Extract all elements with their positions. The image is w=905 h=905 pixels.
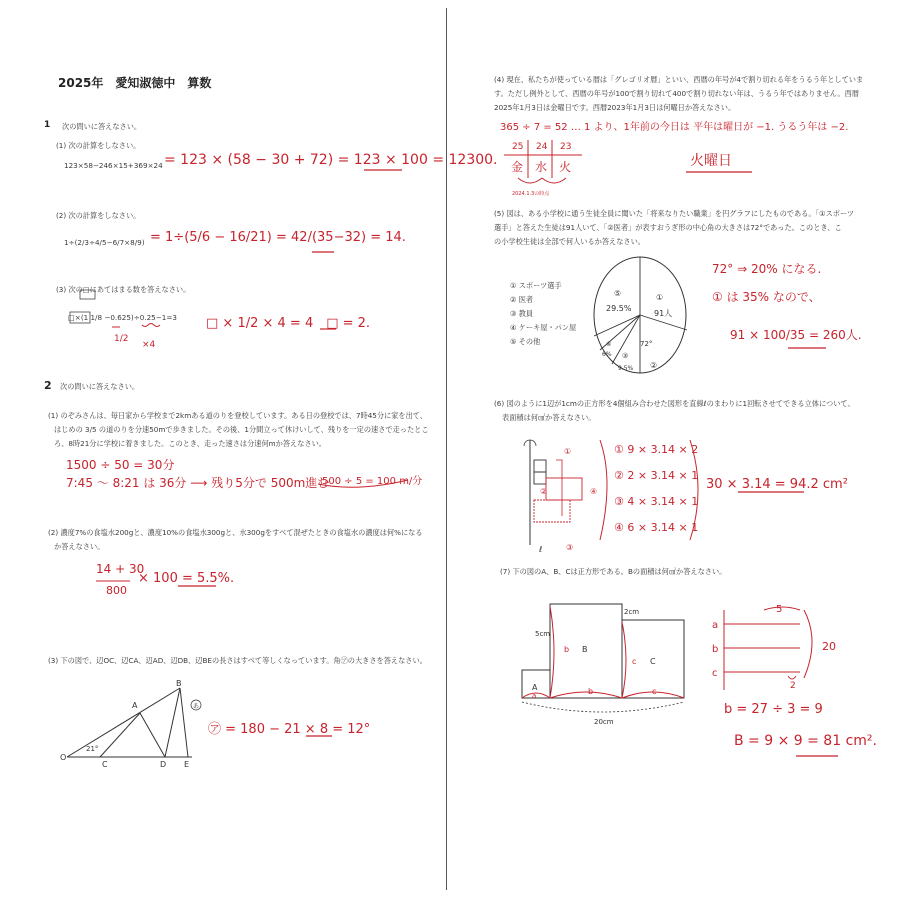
q5-pie-5-value: 29.5%: [606, 304, 632, 313]
section-1-number: 1: [44, 120, 51, 130]
q4-day-fri: 金: [511, 160, 524, 174]
q2-1-line3: ろ、8時21分に学校に着きました。このとき、走った速さは分速何mか答えなさい。: [54, 439, 326, 448]
q4-head-25: 25: [512, 142, 524, 152]
q5-pie-1: ①: [656, 293, 664, 302]
q1-2-label: (2) 次の計算をしなさい。: [56, 211, 141, 220]
q4-day-wed: 水: [535, 160, 548, 174]
q1-2-answer: = 1÷(5/6 − 16/21) = 42/(35−32) = 14.: [150, 230, 406, 245]
q7-work1: b = 27 ÷ 3 = 9: [724, 702, 823, 717]
q2-2-line2: か答えなさい。: [54, 542, 105, 551]
q1-3-blank-box: [70, 312, 90, 323]
q5-work3: 91 × 100/35 = 260人.: [730, 328, 862, 342]
q2-2-denominator: 800: [106, 584, 127, 597]
q2-3-label-d: D: [160, 760, 167, 769]
q1-2-expression: 1÷(2/3÷4/5−6/7×8/9): [64, 238, 145, 247]
q2-3-label-c: C: [102, 760, 108, 769]
q5-line1: (5) 図は、ある小学校に通う生徒全員に聞いた「将来なりたい職業」を円グラフにしたものである。「①スポーツ: [494, 209, 855, 218]
q4-answer: 火曜日: [690, 153, 732, 169]
q7-label-5cm: 5cm: [535, 630, 551, 638]
section-2-intro: 次の問いに答えなさい。: [60, 382, 140, 391]
q4-day-tue: 火: [559, 160, 572, 174]
q2-2-numerator: 14 + 30: [96, 562, 145, 576]
q1-1-label: (1) 次の計算をしなさい。: [56, 141, 141, 150]
q7-work2: B = 9 × 9 = 81 cm².: [734, 733, 877, 749]
q2-1-work3: 500 ÷ 5 = 100 m/分: [322, 476, 423, 487]
q6-item-2: ② 2 × 3.14 × 1: [614, 469, 699, 482]
q7-side-b: b: [712, 644, 719, 655]
q4-line3: 2025年1月3日は金曜日です。西暦2023年1月3日は何曜日か答えなさい。: [494, 103, 736, 112]
q2-1-underline: [318, 480, 408, 487]
q5-pie-2: ②: [650, 361, 658, 370]
q7-label-2cm: 2cm: [624, 608, 640, 616]
q5-line3: の小学校生徒は全部で何人いるか答えなさい。: [494, 237, 645, 246]
q7-red-b1: b: [564, 645, 570, 654]
q5-line2: 選手」と答えた生徒は91人いて、「②医者」が表すおうぎ形の中心角の大きさは72°であった。このとき、こ: [494, 223, 842, 232]
q1-1-expression: 123×58−246×15+369×24: [64, 161, 163, 170]
q1-3-squiggle: [142, 324, 160, 327]
q5-pie-1-value: 91人: [654, 309, 673, 318]
q6-circle-4: ④: [590, 487, 598, 496]
q4-line2: す。ただし例外として、西暦の年号が100で割り切れて400で割り切れない年は、うるう年ではありません。西暦: [494, 89, 859, 98]
q2-3-label-e: E: [184, 760, 190, 769]
q6-answer: 30 × 3.14 = 94.2 cm²: [706, 477, 848, 492]
q5-pie-3: ③: [622, 352, 629, 360]
q2-1-line2: はじめの 3/5 の道のりを分速50mで歩きました。その後、1分間立って休けいして、残りを一定の速さで走ったとこ: [54, 425, 429, 434]
q5-pie-5: ⑤: [614, 289, 622, 298]
q5-legend-3: ③ 教員: [510, 309, 534, 318]
q4-table-note: 2024.1.3の時点: [512, 191, 550, 197]
q4-head-24: 24: [536, 142, 548, 152]
q2-2-line1: (2) 濃度7%の食塩水200gと、濃度10%の食塩水300gと、水300gをすべて混ぜたときの食塩水の濃度は何%になる: [48, 528, 423, 537]
q5-legend-2: ② 医者: [510, 295, 534, 304]
q1-3-label-box: [80, 290, 95, 299]
q7-side-20: 20: [822, 640, 836, 653]
q2-3-label-o: O: [60, 753, 67, 762]
q7-label-b: B: [582, 645, 588, 654]
q5-work1: 72° ⇒ 20% になる.: [712, 262, 822, 276]
q7-red-a: a: [532, 692, 537, 700]
q6-item-4: ④ 6 × 3.14 × 1: [614, 521, 699, 534]
q1-3-label: (3) 次の□にあてはまる数を答えなさい。: [56, 285, 191, 294]
q5-pie-4-value: 6%: [602, 351, 612, 358]
q7-side-5: 5: [776, 604, 783, 615]
section-2-number: 2: [44, 379, 52, 392]
q7-label-a: A: [532, 683, 538, 692]
q2-1-work1: 1500 ÷ 50 = 30分: [66, 458, 175, 472]
q2-3-angle-label: 21°: [86, 745, 99, 753]
q1-1-answer: = 123 × (58 − 30 + 72) = 123 × 100 = 12300.: [164, 152, 498, 168]
q6-circle-2: ②: [540, 487, 548, 496]
q2-1-line1: (1) のぞみさんは、毎日家から学校まで2kmある道のりを登校しています。ある日の登校では、7時45分に家を出て、: [48, 411, 428, 420]
q6-item-1: ① 9 × 3.14 × 2: [614, 443, 699, 456]
q6-circle-3: ③: [566, 543, 574, 552]
q7-side-2: 2: [790, 681, 796, 691]
q5-pie-angle: 72°: [640, 340, 653, 348]
q7-red-c1: c: [632, 657, 637, 666]
q7-red-b2: b: [588, 687, 594, 696]
q1-3-note-half: 1/2: [114, 334, 129, 344]
q4-work: 365 ÷ 7 = 52 … 1 より、1年前の今日は 平年は曜日が −1. うるう年は −2.: [500, 122, 849, 133]
q7-side-c: c: [712, 668, 718, 679]
q2-1-work2: 7:45 〜 8:21 は 36分 ⟶ 残り5分で 500m進む: [66, 476, 330, 490]
q2-2-answer: × 100 = 5.5%.: [138, 571, 235, 586]
q2-3-label-b: B: [176, 679, 182, 688]
q4-day-table: [504, 140, 582, 183]
q5-pie-3-value: 9.5%: [618, 365, 634, 372]
q2-3-label-a: A: [132, 701, 138, 710]
q1-3-expression: □×(1 1/8 −0.625)÷0.25−1=3: [68, 313, 177, 322]
q4-line1: (4) 現在、私たちが使っている暦は「グレゴリオ暦」といい、西暦の年号が4で割り切れる年をうるう年としていま: [494, 75, 864, 84]
q7-red-c2: c: [652, 687, 657, 696]
q5-work2: ① は 35% なので、: [712, 290, 821, 304]
q7-line: (7) 下の図のA、B、Cは正方形である。Bの面積は何㎠か答えなさい。: [500, 567, 727, 576]
section-1-intro: 次の問いに答えなさい。: [62, 122, 142, 131]
q7-label-c: C: [650, 657, 656, 666]
q6-line2: 表面積は何㎠か答えなさい。: [502, 413, 596, 422]
q2-3-line: (3) 下の図で、辺OC、辺CA、辺AD、辺DB、辺BEの長さはすべて等しくなっています。角㋐の大きさを答えなさい。: [48, 656, 427, 665]
q7-bar-diagram: [724, 607, 812, 690]
q7-label-20cm: 20cm: [594, 718, 614, 726]
q7-side-a: a: [712, 620, 719, 631]
q5-pie-4: ④: [606, 341, 612, 348]
q1-3-note-times4: ×4: [142, 340, 156, 350]
q4-head-23: 23: [560, 142, 572, 152]
q6-item-3: ③ 4 × 3.14 × 1: [614, 495, 699, 508]
q6-line1: (6) 図のように1辺が1cmの正方形を4個組み合わせた図形を直線ℓのまわりに1回転させてできる立体について、: [494, 399, 855, 408]
q7-squares-figure: [522, 604, 684, 698]
q1-3-work: □ × 1/2 × 4 = 4 □ = 2.: [206, 316, 371, 331]
q7-width-brace: [522, 702, 684, 712]
q2-3-angle-mark: あ: [193, 703, 200, 710]
q2-3-answer: ㋐ = 180 − 21 × 8 = 12°: [208, 722, 371, 737]
q5-legend-1: ① スポーツ選手: [510, 281, 562, 290]
q5-legend-4: ④ ケーキ屋・パン屋: [510, 323, 577, 332]
q6-rotation-figure: [524, 440, 698, 545]
q5-legend-5: ⑤ その他: [510, 337, 541, 346]
q6-circle-1: ①: [564, 447, 572, 456]
page-title: 2025年 愛知淑徳中 算数: [58, 76, 212, 90]
q6-axis-label: ℓ: [539, 545, 543, 554]
